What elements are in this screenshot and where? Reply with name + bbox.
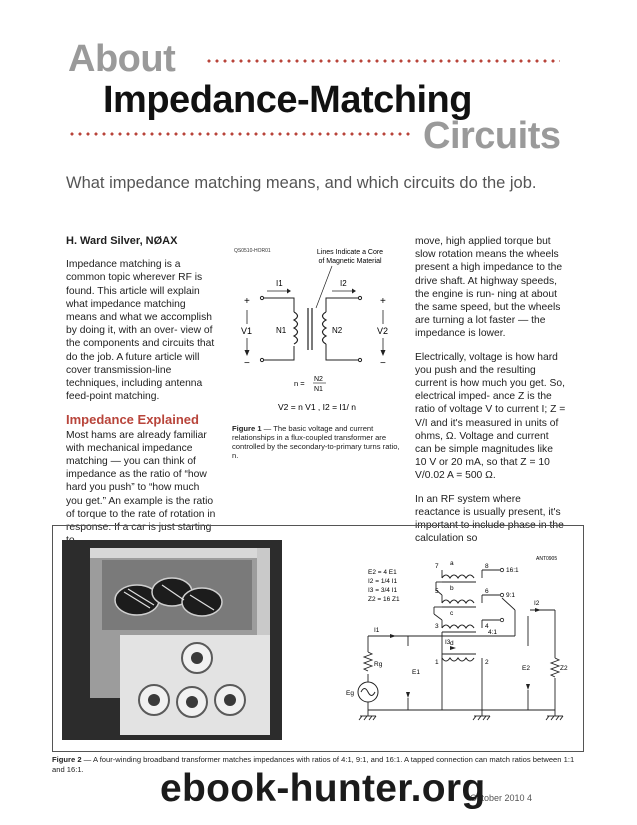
fig2-e1: E1 bbox=[412, 669, 420, 676]
fig2-eq3: I3 = 3/4 I1 bbox=[368, 587, 398, 594]
fig2-eg: Eg bbox=[346, 690, 354, 697]
fig2-i3: I3 bbox=[445, 639, 451, 646]
fig1-core-label-1: Lines Indicate a Core bbox=[316, 249, 384, 256]
figure-1-transformer-diagram bbox=[232, 238, 402, 418]
fig2-z2: Z2 bbox=[560, 665, 568, 672]
voltage-paragraph: Electrically, voltage is how hard you push and the resulting current is how much you get. So, electrical imped- ance Z is the ratio of voltage V to current I; Z = V/I and it's measured in units of ohms, Ω. Voltage and current can be simple magnitudes like 10 V or 20 mA, so that Z = 10 V/0.02 A = 500 Ω. bbox=[415, 351, 566, 482]
intro-paragraph: Impedance matching is a common topic wherever RF is found. This article will explain what impedance matching means and what we accomplish by doing it, with an over- view of the components and circuits that do the job. A future article will cover transmission-line techniques, including antenna feed-point matching. bbox=[66, 259, 215, 403]
fig1-i2: I2 bbox=[340, 279, 347, 288]
fig2-tap-9-1: 9:1 bbox=[506, 592, 516, 599]
fig2-pin-8: 8 bbox=[485, 563, 489, 570]
title-about: About bbox=[68, 38, 176, 80]
impedance-paragraph: Most hams are already familiar with mechanical impedance matching — you can think of impedance as the ratio of “how hard you push” to “how much you get.” An example is the ratio of torque to the rate of rotation in response. If a car is just starting bbox=[66, 429, 216, 534]
fig2-pin-2: 2 bbox=[485, 659, 489, 666]
article-column-3 bbox=[415, 235, 567, 555]
fig2-i2: I2 bbox=[534, 600, 540, 607]
fig2-pin-3: 3 bbox=[435, 623, 439, 630]
fig1-minus-left: − bbox=[244, 358, 250, 369]
figure-2-photo-transformer-box bbox=[62, 540, 282, 740]
fig2-dot-b: b bbox=[450, 585, 454, 592]
fig2-pin-1: 1 bbox=[435, 659, 439, 666]
figure-1-caption-text: — The basic voltage and current relationships in a flux-coupled transformer are controlled by the secondary-to-primary turns ratio, n. bbox=[232, 424, 400, 460]
fig1-n1: N1 bbox=[276, 326, 287, 335]
fig2-tap-16-1: 16:1 bbox=[506, 567, 519, 574]
fig2-pin-7: 7 bbox=[435, 563, 439, 570]
title-dotted-rule-top bbox=[205, 58, 560, 64]
subtitle: What impedance matching means, and which circuits do the job. bbox=[66, 174, 537, 192]
article-column-1 bbox=[66, 235, 216, 557]
fig1-n2: N2 bbox=[332, 326, 343, 335]
figure-2-caption-label: Figure 2 bbox=[52, 755, 82, 764]
fig1-core-label-2: of Magnetic Material bbox=[318, 258, 382, 265]
fig2-rg: Rg bbox=[374, 661, 383, 668]
fig1-minus-right: − bbox=[380, 358, 386, 369]
fig2-eq4: Z2 = 16 Z1 bbox=[368, 596, 400, 603]
fig1-plus-right: + bbox=[380, 296, 386, 307]
fig2-dot-a: a bbox=[450, 560, 454, 567]
fig2-tap-4-1: 4:1 bbox=[488, 629, 498, 636]
fig2-code: ANT0905 bbox=[536, 556, 558, 562]
fig2-eq2: I2 = 1/4 I1 bbox=[368, 578, 398, 585]
fig1-n-denominator: N1 bbox=[314, 386, 323, 393]
figure-1-caption-label: Figure 1 bbox=[232, 424, 262, 433]
fig2-eq1: E2 = 4 E1 bbox=[368, 569, 397, 576]
torque-paragraph: move, high applied torque but slow rotation means the wheels present a high impedance to the drive shaft. At highway speeds, the engine is run- ning at about the same speed, but the wheels are turning a lot faster — the impedance is lower. bbox=[415, 236, 563, 340]
fig2-pin-4: 4 bbox=[485, 623, 489, 630]
figure-1-caption bbox=[232, 424, 402, 460]
title-dotted-rule-bottom bbox=[68, 131, 413, 137]
title-circuits: Circuits bbox=[423, 115, 561, 157]
fig2-pin-6: 6 bbox=[485, 588, 489, 595]
fig1-n-eq: n = bbox=[294, 379, 305, 388]
fig1-equation: V2 = n V1 , I2 = I1/ n bbox=[278, 402, 356, 412]
fig1-i1: I1 bbox=[276, 279, 283, 288]
fig1-code: QS0510-HOR01 bbox=[234, 248, 271, 254]
fig2-pin-5: 5 bbox=[435, 588, 439, 595]
watermark: ebook-hunter.org bbox=[160, 767, 486, 810]
figure-2-caption-text: — A four-winding broadband transformer matches impedances with ratios of 4:1, 9:1, and 16:1. A tapped connection can match ratios between 1:1 and 16:1. bbox=[52, 755, 575, 774]
fig2-e2: E2 bbox=[522, 665, 530, 672]
author-byline: H. Ward Silver, NØAX bbox=[66, 235, 178, 247]
title-impedance-matching: Impedance-Matching bbox=[103, 79, 472, 121]
fig1-v1: V1 bbox=[241, 326, 253, 336]
fig1-plus-left: + bbox=[244, 296, 250, 307]
fig2-dot-c: c bbox=[450, 610, 454, 617]
fig2-dot-d: d bbox=[450, 640, 454, 647]
fig2-i1: I1 bbox=[374, 627, 380, 634]
fig1-n-numerator: N2 bbox=[314, 376, 323, 383]
figure-2-schematic bbox=[330, 550, 575, 740]
rf-paragraph: In an RF system where reactance is usually present, it's important to include phase in the calculation so bbox=[415, 493, 564, 545]
page-footer: October 2010 4 bbox=[470, 793, 533, 803]
section-heading: Impedance Explained bbox=[66, 412, 199, 428]
fig1-v2: V2 bbox=[377, 326, 389, 336]
